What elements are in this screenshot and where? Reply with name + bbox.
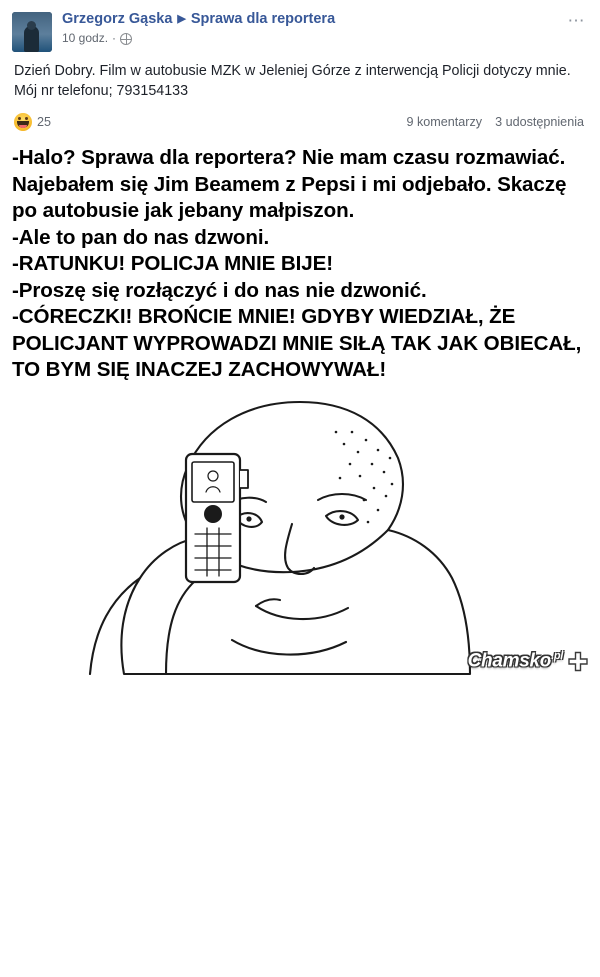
reaction-count: 25 <box>37 115 52 130</box>
triangle-right-icon: ▶ <box>177 13 186 26</box>
post-target-page-link[interactable]: Sprawa dla reportera <box>190 11 336 27</box>
meme-line-4: -Proszę się rozłączyć i do nas nie dzwonić. <box>12 278 427 302</box>
globe-icon <box>120 33 132 45</box>
post-author-link[interactable]: Grzegorz Gąska <box>62 11 173 27</box>
meta-separator: · <box>112 31 117 46</box>
post-stats <box>406 115 584 129</box>
chamsko-logo-icon <box>566 650 590 674</box>
reaction-summary[interactable] <box>14 113 51 131</box>
post-title-line <box>62 11 335 28</box>
watermark-brand: Chamsko <box>467 650 552 672</box>
avatar[interactable] <box>12 12 52 52</box>
meme-text-block <box>0 139 600 383</box>
haha-reaction-icon <box>14 113 32 131</box>
watermark-text <box>468 650 563 672</box>
chamsko-logo-svg <box>566 650 590 674</box>
shares-count[interactable]: 3 udostępnienia <box>495 115 584 130</box>
post-header-text <box>62 10 335 46</box>
emoji-eye-right <box>25 117 28 120</box>
emoji-eye-left <box>18 117 21 120</box>
comments-count[interactable]: 9 komentarzy <box>406 115 483 130</box>
post-header <box>0 0 600 56</box>
meme-line-5: -CÓRECZKI! BROŃCIE MNIE! GDYBY WIEDZIAŁ, ŻE POLICJANT WYPROWADZI MNIE SIŁĄ TAK JAK OBIECAŁ, TO BYM SIĘ INACZEJ ZACHOWYWAŁ! <box>12 305 582 382</box>
mobile-phone-icon <box>186 454 248 582</box>
more-options-icon[interactable]: ⋯ <box>567 11 586 30</box>
emoji-mouth <box>17 121 29 128</box>
watermark-suffix: .pl <box>551 650 563 663</box>
meme-line-2: -Ale to pan do nas dzwoni. <box>12 225 270 249</box>
avatar-head <box>27 21 36 30</box>
meme-line-1: -Halo? Sprawa dla reportera? Nie mam czasu rozmawiać. Najebałem się Jim Beamem z Pepsi i mi odjebało. Skaczę po autobusie jak jebany małpiszon. <box>12 146 567 223</box>
drawing-canvas <box>0 392 600 682</box>
watermark <box>468 650 590 674</box>
meme-line-3: -RATUNKU! POLICJA MNIE BIJE! <box>12 252 333 276</box>
post-body-text: Dzień Dobry. Film w autobusie MZK w Jeleniej Górze z interwencją Policji dotyczy mnie. Mój nr telefonu; 793154133 <box>14 63 571 99</box>
reactions-row <box>0 103 600 139</box>
post-timestamp[interactable]: 10 godz. <box>62 31 109 46</box>
rage-comic-phone-guy-drawing <box>0 392 600 682</box>
post-meta-line <box>62 31 335 45</box>
